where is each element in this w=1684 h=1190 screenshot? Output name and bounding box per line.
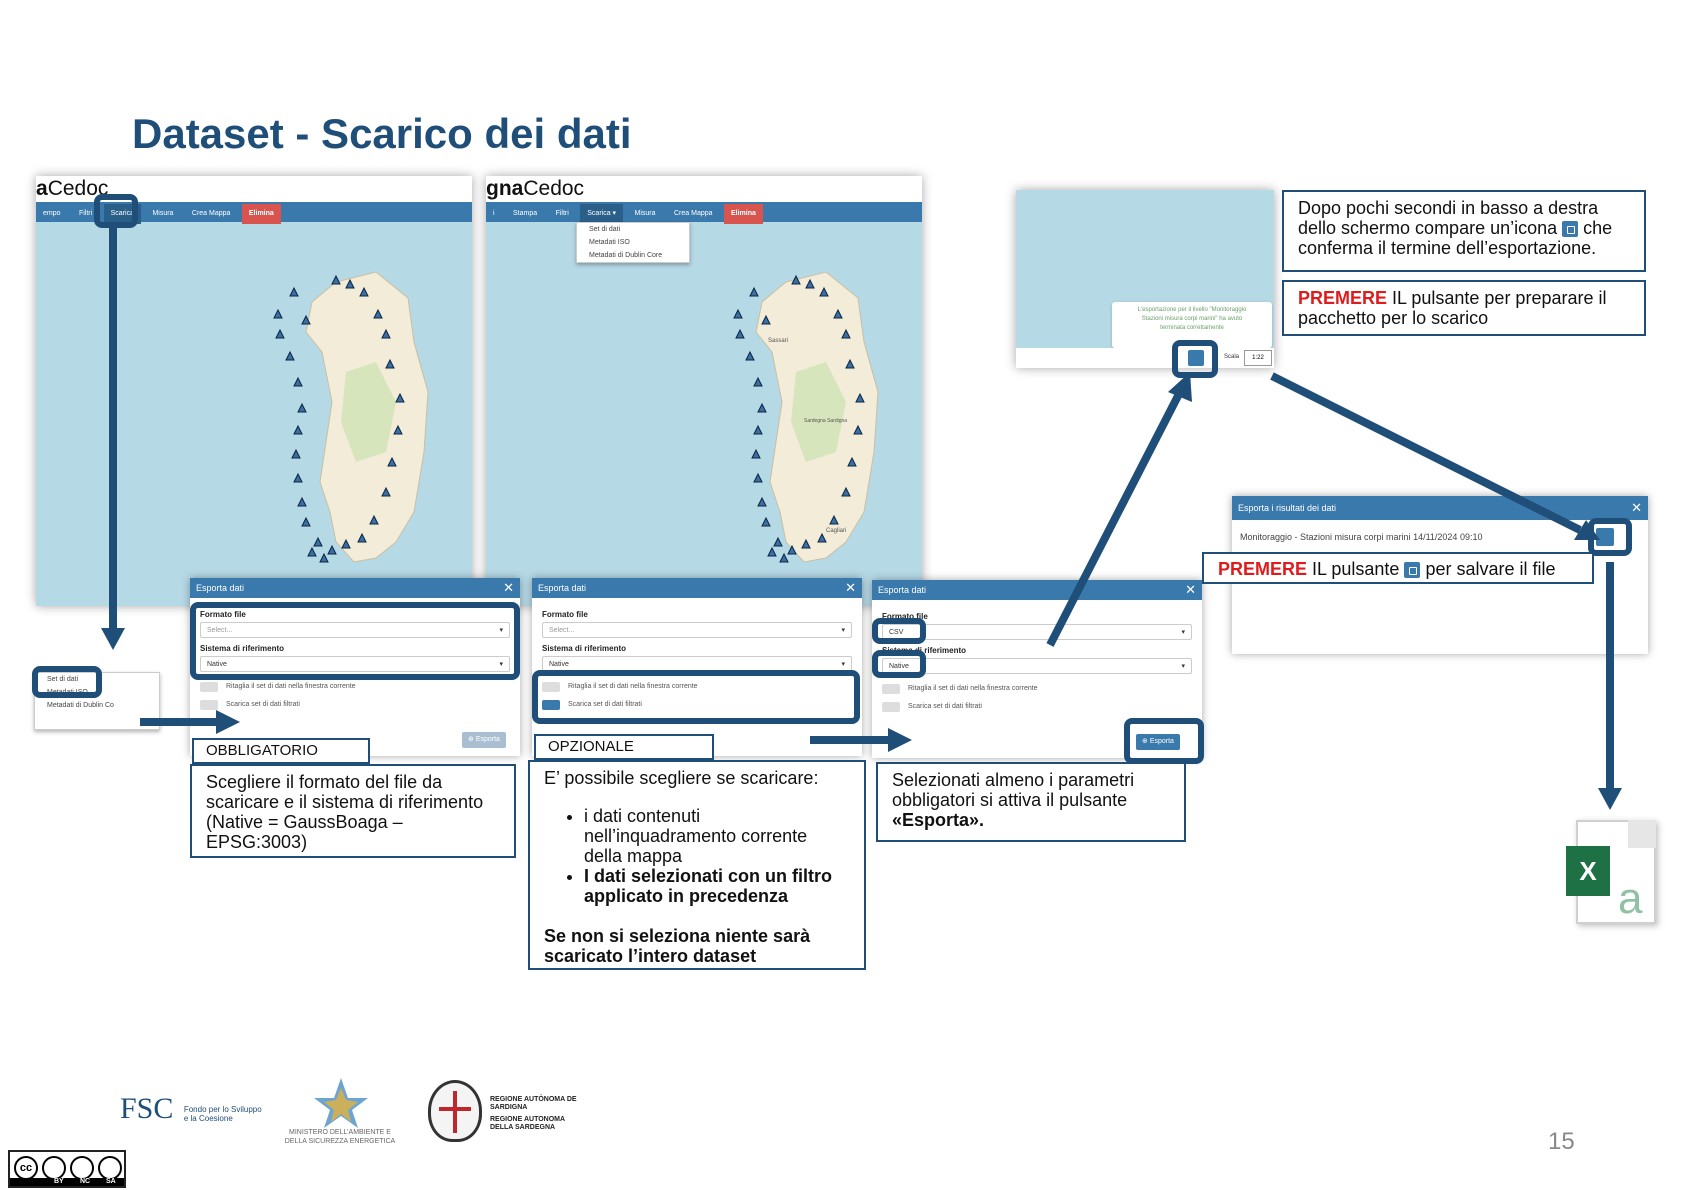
close-icon[interactable]: ✕ [1185,582,1196,597]
close-icon[interactable]: ✕ [503,580,514,595]
export-button[interactable]: ⊕ Esporta [1136,734,1180,750]
format-select[interactable]: Select... ▾ [542,622,852,638]
opzionale-bullet: • i dati contenuti nell’inquadramento corrente della mappa [584,806,850,866]
regione-seal-icon [428,1080,482,1142]
cc-label-nc: NC [80,1178,91,1185]
format-label: Formato file [542,610,588,619]
nav-item[interactable]: i [493,210,495,217]
opzionale-bullet: • I dati selezionati con un filtro applicato in precedenza [584,866,850,906]
nav-item[interactable]: empo [43,210,61,217]
nav-item-crea-mappa[interactable]: Crea Mappa [191,210,231,217]
map-label-sardegna: Sardegna Sardigna [804,418,848,424]
dialog-header: Esporta dati ✕ [532,578,862,598]
premere-text: per salvare il file [1425,559,1556,579]
nav-item-elimina[interactable]: Elimina [724,204,763,224]
obbligatorio-label: OBBLIGATORIO [192,738,370,764]
menu-item-metadati-dublin[interactable]: Metadati di Dublin Co [47,702,114,709]
ref-system-label: Sistema di riferimento [200,644,285,653]
menu-item-metadati-iso[interactable]: Metadati ISO [589,239,630,246]
notification-line: L'esportazione per il livello "Monitoraggio [1137,307,1247,313]
regione-logo-text-1: REGIONE AUTÒNOMA DE SARDIGNA [490,1096,577,1111]
opzionale-footer: Se non si seleziona niente sarà scaricato l’intero dataset [544,926,811,966]
premere-label: PREMERE [1218,559,1308,579]
premere-text: IL pulsante per preparare il pacchetto per lo scarico [1298,288,1607,328]
menu-item-metadati-iso[interactable]: Metadati ISO [47,689,88,696]
ministero-logo-icon [306,1078,376,1128]
page-title: Dataset - Scarico dei dati [132,110,632,157]
fsc-logo: FSC Fondo per lo Sviluppo e la Coesione [120,1092,262,1125]
format-select[interactable]: Select... ▾ [200,622,510,638]
crop-toggle-label: Ritaglia il set di dati nella finestra corrente [908,685,1038,692]
excel-file-icon: X a [1566,820,1658,924]
esporta-bold: «Esporta». [892,810,985,830]
dopo-text: Dopo pochi secondi in basso a destra dello schermo compare un’icona [1298,198,1599,238]
esporta-callout [876,762,1186,842]
opzionale-label: OPZIONALE [534,734,714,760]
ref-system-select[interactable]: Native ▾ [200,656,510,672]
app-header: gnaCedoc [486,176,922,202]
ref-system-label: Sistema di riferimento [542,644,627,653]
scale-input[interactable]: 1:22 [1244,350,1272,366]
notification-line: Stazioni misura corpi marini" ha avuto [1141,316,1243,322]
notification-line: terminata correttamente [1160,325,1224,331]
filtered-toggle-label: Scarica set di dati filtrati [568,701,642,708]
app-header: aCedoc [36,176,472,202]
page-number: 15 [1548,1128,1575,1155]
ref-system-label: Sistema di riferimento [882,646,967,655]
nav-item-filtri[interactable]: Filtri [555,210,569,217]
cc-label-sa: SA [106,1178,116,1185]
premere-prepare-callout [1282,280,1646,336]
nav-item-crea-mappa[interactable]: Crea Mappa [674,210,713,217]
notification-icon [1562,221,1578,237]
cc-label-by: BY [54,1178,64,1185]
format-label: Formato file [882,612,928,621]
nav-item-scarica[interactable]: Scarica ▾ [580,204,623,224]
close-icon[interactable]: ✕ [845,580,856,595]
obbligatorio-callout: Scegliere il formato del file da scaricare e il sistema di riferimento (Native = GaussBoaga – EPSG:3003) [190,764,516,858]
close-icon[interactable]: ✕ [1631,500,1642,515]
filtered-toggle-label: Scarica set di dati filtrati [226,701,300,708]
nav-item-filtri[interactable]: Filtri [78,210,93,217]
premere-label: PREMERE [1298,288,1388,308]
map-label-cagliari: Cagliari [826,528,847,534]
premere-text: IL pulsante [1307,559,1400,579]
format-label: Formato file [200,610,246,619]
menu-item-metadati-dublin[interactable]: Metadati di Dublin Core [589,252,663,259]
ministero-logo: MINISTERO DELL’AMBIENTE E DELLA SICUREZZA ENERGETICA [284,1129,396,1145]
save-icon [1404,562,1420,578]
scale-label: Scala [1224,354,1240,360]
dopo-text: che conferma il termine dell’esportazione. [1298,218,1613,258]
nav-item-scarica[interactable]: Scarica [104,204,141,224]
crop-toggle-label: Ritaglia il set di dati nella finestra corrente [226,683,356,690]
ref-system-select[interactable]: Native ▾ [542,656,852,672]
dialog-header: Esporta dati ✕ [872,580,1202,600]
opzionale-callout [528,760,866,970]
map-label-sassari: Sassari [768,338,789,344]
filtered-toggle-label: Scarica set di dati filtrati [908,703,982,710]
nav-item-misura[interactable]: Misura [152,210,174,217]
nav-item-misura[interactable]: Misura [634,210,656,217]
export-button[interactable]: ⊕ Esporta [462,732,506,748]
dopo-callout [1282,190,1646,272]
menu-item-set-di-dati[interactable]: Set di dati [589,226,621,233]
cc-license-badge: cc BY NC SA [8,1150,126,1188]
results-row: Monitoraggio - Stazioni misura corpi marini 14/11/2024 09:10 [1240,532,1483,542]
dialog-header: Esporta dati ✕ [190,578,520,598]
esporta-text: Selezionati almeno i parametri obbligatori si attiva il pulsante [892,770,1135,810]
premere-save-callout [1202,552,1594,584]
opzionale-intro: E’ possibile scegliere se scaricare: [544,768,819,788]
crop-toggle-label: Ritaglia il set di dati nella finestra corrente [568,683,698,690]
ref-system-select[interactable]: Native ▾ [882,658,1192,674]
nav-item-stampa[interactable]: Stampa [513,210,538,217]
nav-item-elimina[interactable]: Elimina [242,204,281,224]
regione-logo-text-2: REGIONE AUTONOMA DELLA SARDEGNA [490,1116,565,1131]
dialog-header: Esporta i risultati dei dati ✕ [1232,496,1648,520]
menu-item-set-di-dati[interactable]: Set di dati [47,676,79,683]
format-select[interactable]: CSV ▾ [882,624,1192,640]
